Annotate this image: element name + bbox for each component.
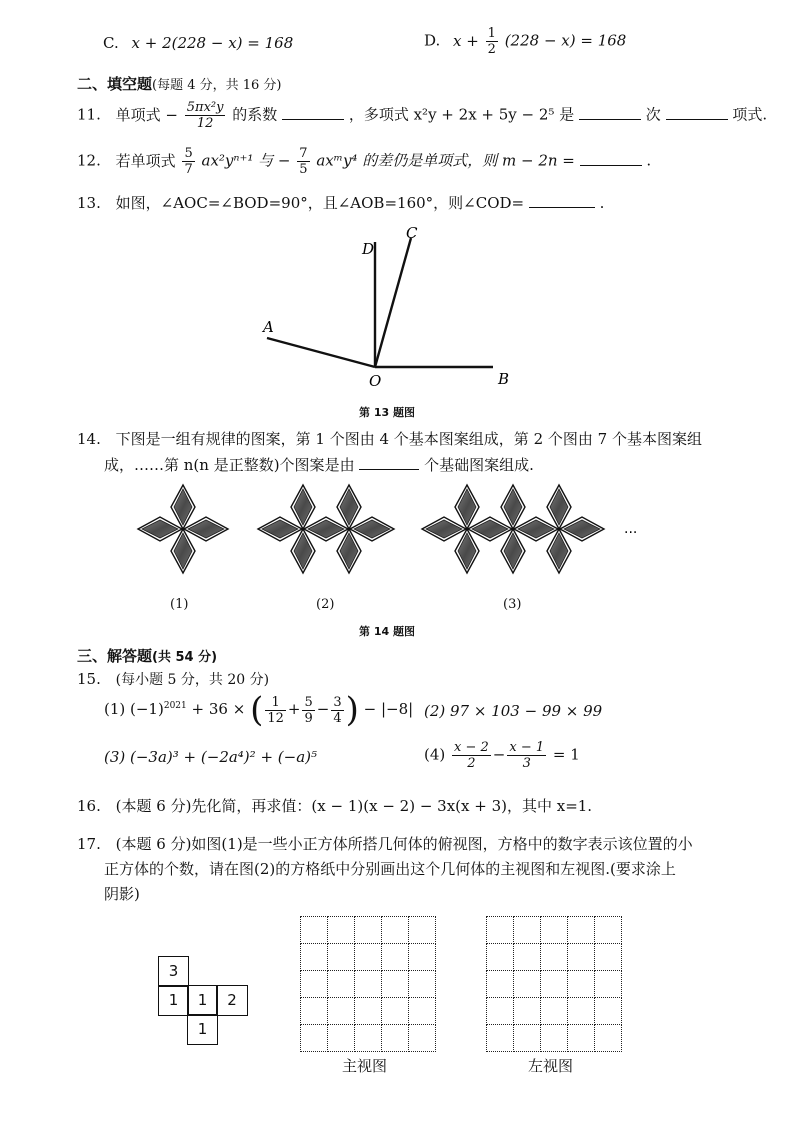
label-b: B xyxy=(498,370,510,388)
question-11 xyxy=(77,100,767,131)
q11-text-4: 次 xyxy=(645,105,661,124)
left-view-label: 左视图 xyxy=(528,1057,574,1075)
grid-cell[interactable] xyxy=(354,916,382,944)
option-d-fraction: $\frac{1}{2}$ xyxy=(487,26,496,57)
question-12 xyxy=(77,146,651,177)
grid-cell[interactable] xyxy=(486,997,514,1025)
front-view-grid[interactable] xyxy=(300,916,435,1051)
grid-cell[interactable] xyxy=(408,943,436,971)
grid-cell[interactable] xyxy=(354,970,382,998)
grid-cell[interactable] xyxy=(327,997,355,1025)
q15-p1-mid: + 36 × xyxy=(191,700,246,718)
grid-cell[interactable] xyxy=(300,997,328,1025)
top-view-cell: 1 xyxy=(187,985,218,1016)
grid-cell[interactable] xyxy=(300,943,328,971)
q14-ellipsis: ... xyxy=(624,521,638,537)
q17-line-1: (本题 6 分)如图(1)是一些小正方体所搭几何体的俯视图，方格中的数字表示该位置的小 xyxy=(115,835,693,853)
q15-p4-tail: = 1 xyxy=(552,745,580,764)
q13-blank[interactable] xyxy=(529,193,595,208)
q14-blank[interactable] xyxy=(359,455,419,470)
q16-text: (本题 6 分)先化简，再求值：(x − 1)(x − 2) − 3x(x + 3)，其中 x=1. xyxy=(115,797,593,815)
grid-cell[interactable] xyxy=(408,1024,436,1052)
section2-note: (每题 4 分，共 16 分) xyxy=(152,78,282,93)
q12-end: . xyxy=(646,151,652,170)
ray-oa xyxy=(267,338,375,367)
top-view-cell: 2 xyxy=(216,985,248,1016)
option-d xyxy=(424,26,626,57)
grid-cell[interactable] xyxy=(408,970,436,998)
q15-p1-exponent: 2021 xyxy=(163,701,187,711)
q15-part-4: (4) $\frac{x - 2}{2}$ − $\frac{x - 1}{3}$ = 1 xyxy=(424,740,580,771)
grid-cell[interactable] xyxy=(408,997,436,1025)
fig-label-2: (2) xyxy=(316,597,335,612)
grid-cell[interactable] xyxy=(486,943,514,971)
q12-text-2: ax²yⁿ⁺¹ 与 − xyxy=(201,151,291,170)
grid-cell[interactable] xyxy=(300,970,328,998)
grid-cell[interactable] xyxy=(513,970,541,998)
grid-cell[interactable] xyxy=(594,1024,622,1052)
pattern-figure-2 xyxy=(258,485,394,573)
question-12-number: 12. xyxy=(77,151,101,170)
q11-fraction: $\frac{\text{5πx²y}}{12}$ xyxy=(186,100,224,131)
question-15 xyxy=(77,669,269,689)
option-c-label: C. xyxy=(103,34,119,52)
pattern-figure-1 xyxy=(138,485,228,573)
top-view-cell: 1 xyxy=(187,1014,218,1045)
grid-cell[interactable] xyxy=(513,916,541,944)
ray-oc xyxy=(375,238,411,367)
q13-text: 如图，∠AOC=∠BOD=90°，且∠AOB=160°，则∠COD= xyxy=(115,194,525,212)
fig-label-3: (3) xyxy=(503,597,522,612)
grid-cell[interactable] xyxy=(486,1024,514,1052)
q11-blank-2[interactable] xyxy=(579,105,641,120)
grid-cell[interactable] xyxy=(381,916,409,944)
grid-cell[interactable] xyxy=(354,997,382,1025)
grid-cell[interactable] xyxy=(408,916,436,944)
grid-cell[interactable] xyxy=(381,943,409,971)
q15-p4-frac-1: $\frac{x - 2}{2}$ xyxy=(454,740,489,771)
grid-cell[interactable] xyxy=(354,943,382,971)
q11-text-5: 项式. xyxy=(732,105,768,124)
q15-p1-frac-1: $\frac{1}{12}$ xyxy=(267,694,284,726)
q14-pattern-figures xyxy=(120,480,660,580)
left-view-grid[interactable] xyxy=(486,916,621,1051)
grid-cell[interactable] xyxy=(594,916,622,944)
question-14 xyxy=(77,428,702,449)
grid-cell[interactable] xyxy=(327,943,355,971)
question-16-number: 16. xyxy=(77,797,101,815)
question-13 xyxy=(77,192,604,213)
q17-line-2: 正方体的个数，请在图(2)的方格纸中分别画出这个几何体的主视图和左视图.(要求涂上 xyxy=(104,860,676,878)
q13-end: . xyxy=(599,194,605,212)
grid-cell[interactable] xyxy=(327,1024,355,1052)
top-view-cell: 3 xyxy=(158,956,189,987)
q17-line-3: 阴影) xyxy=(104,885,140,903)
q14-caption: 第 14 题图 xyxy=(359,625,415,638)
grid-cell[interactable] xyxy=(513,997,541,1025)
grid-cell[interactable] xyxy=(300,1024,328,1052)
q15-p4-frac-2: $\frac{x - 1}{3}$ xyxy=(509,740,545,771)
grid-cell[interactable] xyxy=(327,916,355,944)
question-13-number: 13. xyxy=(77,194,101,212)
q15-note: (每小题 5 分，共 20 分) xyxy=(115,672,270,688)
q14-line-1: 下图是一组有规律的图案，第 1 个图由 4 个基本图案组成，第 2 个图由 7 个基本图案组 xyxy=(115,430,702,448)
q13-caption: 第 13 题图 xyxy=(359,406,415,419)
question-17 xyxy=(77,833,693,854)
section3-heading xyxy=(77,645,217,666)
option-d-post: (228 − x) = 168 xyxy=(504,31,627,50)
q11-blank-1[interactable] xyxy=(282,105,344,120)
grid-cell[interactable] xyxy=(513,943,541,971)
grid-cell[interactable] xyxy=(540,916,568,944)
fig-label-1: (1) xyxy=(170,597,189,612)
grid-cell[interactable] xyxy=(540,997,568,1025)
section3-title: 三、解答题 xyxy=(77,647,153,665)
section2-heading xyxy=(77,73,282,94)
grid-cell[interactable] xyxy=(381,1024,409,1052)
q12-text-3: axᵐy⁴ 的差仍是单项式，则 m − 2n = xyxy=(316,151,575,170)
q15-p1-tail: − |−8| xyxy=(363,700,414,718)
grid-cell[interactable] xyxy=(567,916,595,944)
grid-cell[interactable] xyxy=(540,970,568,998)
q14-line-2b: 个基础图案组成. xyxy=(424,456,534,474)
option-c-expr: x + 2(228 − x) = 168 xyxy=(131,34,294,52)
q15-p1-pre: (1) (−1) xyxy=(104,700,164,718)
grid-cell[interactable] xyxy=(486,970,514,998)
grid-cell[interactable] xyxy=(327,970,355,998)
grid-cell[interactable] xyxy=(300,916,328,944)
q11-text-2: 的系数 xyxy=(232,105,278,124)
q15-part-2: (2) 97 × 103 − 99 × 99 xyxy=(424,702,603,720)
question-14-number: 14. xyxy=(77,430,101,448)
grid-cell[interactable] xyxy=(594,997,622,1025)
q15-part-3: (3) (−3a)³ + (−2a⁴)² + (−a)⁵ xyxy=(104,748,318,766)
q14-line-2 xyxy=(104,454,534,475)
question-15-number: 15. xyxy=(77,670,101,688)
section2-title: 二、填空题 xyxy=(77,75,153,93)
grid-cell[interactable] xyxy=(381,997,409,1025)
q12-fraction-2: $\frac{7}{5}$ xyxy=(299,146,308,177)
section3-note: (共 54 分) xyxy=(152,650,218,665)
grid-cell[interactable] xyxy=(594,943,622,971)
q15-p4-pre: (4) xyxy=(424,745,446,764)
grid-cell[interactable] xyxy=(381,970,409,998)
grid-cell[interactable] xyxy=(486,916,514,944)
q12-blank[interactable] xyxy=(580,151,642,166)
grid-cell[interactable] xyxy=(540,1024,568,1052)
option-c xyxy=(103,34,293,52)
q12-text-1: 若单项式 xyxy=(115,151,176,170)
pattern-figure-3 xyxy=(422,485,604,573)
grid-cell[interactable] xyxy=(567,997,595,1025)
q15-p1-frac-2: $\frac{5}{9}$ xyxy=(304,694,313,726)
label-o: O xyxy=(369,372,382,390)
q15-part-1: (1) $(-1)^{2021} + 36$ × ( $\frac{1}{12}$ + $\frac{5}{9}$ − $\frac{3}{4}$ ) − |−8| xyxy=(104,690,414,730)
q11-text-1: 单项式 − xyxy=(115,105,178,124)
top-view-cell: 1 xyxy=(158,985,189,1016)
grid-cell[interactable] xyxy=(567,1024,595,1052)
q11-blank-3[interactable] xyxy=(666,105,728,120)
question-16 xyxy=(77,795,592,816)
grid-cell[interactable] xyxy=(354,1024,382,1052)
q11-text-3: ，多项式 x²y + 2x + 5y − 2⁵ 是 xyxy=(348,105,575,124)
grid-cell[interactable] xyxy=(594,970,622,998)
q14-line-2a: 成，……第 n(n 是正整数)个图案是由 xyxy=(104,456,355,474)
grid-cell[interactable] xyxy=(513,1024,541,1052)
label-a: A xyxy=(263,318,274,336)
option-d-pre: x + xyxy=(453,31,479,50)
q12-fraction-1: $\frac{5}{7}$ xyxy=(184,146,193,177)
front-view-label: 主视图 xyxy=(342,1057,388,1075)
grid-cell[interactable] xyxy=(567,970,595,998)
q13-angle-figure xyxy=(250,222,530,397)
label-d: D xyxy=(362,240,375,258)
q15-p1-frac-3: $\frac{3}{4}$ xyxy=(333,694,342,726)
label-c: C xyxy=(406,224,418,242)
option-d-label: D. xyxy=(424,31,441,50)
question-17-number: 17. xyxy=(77,835,101,853)
grid-cell[interactable] xyxy=(540,943,568,971)
grid-cell[interactable] xyxy=(567,943,595,971)
question-11-number: 11. xyxy=(77,105,101,124)
